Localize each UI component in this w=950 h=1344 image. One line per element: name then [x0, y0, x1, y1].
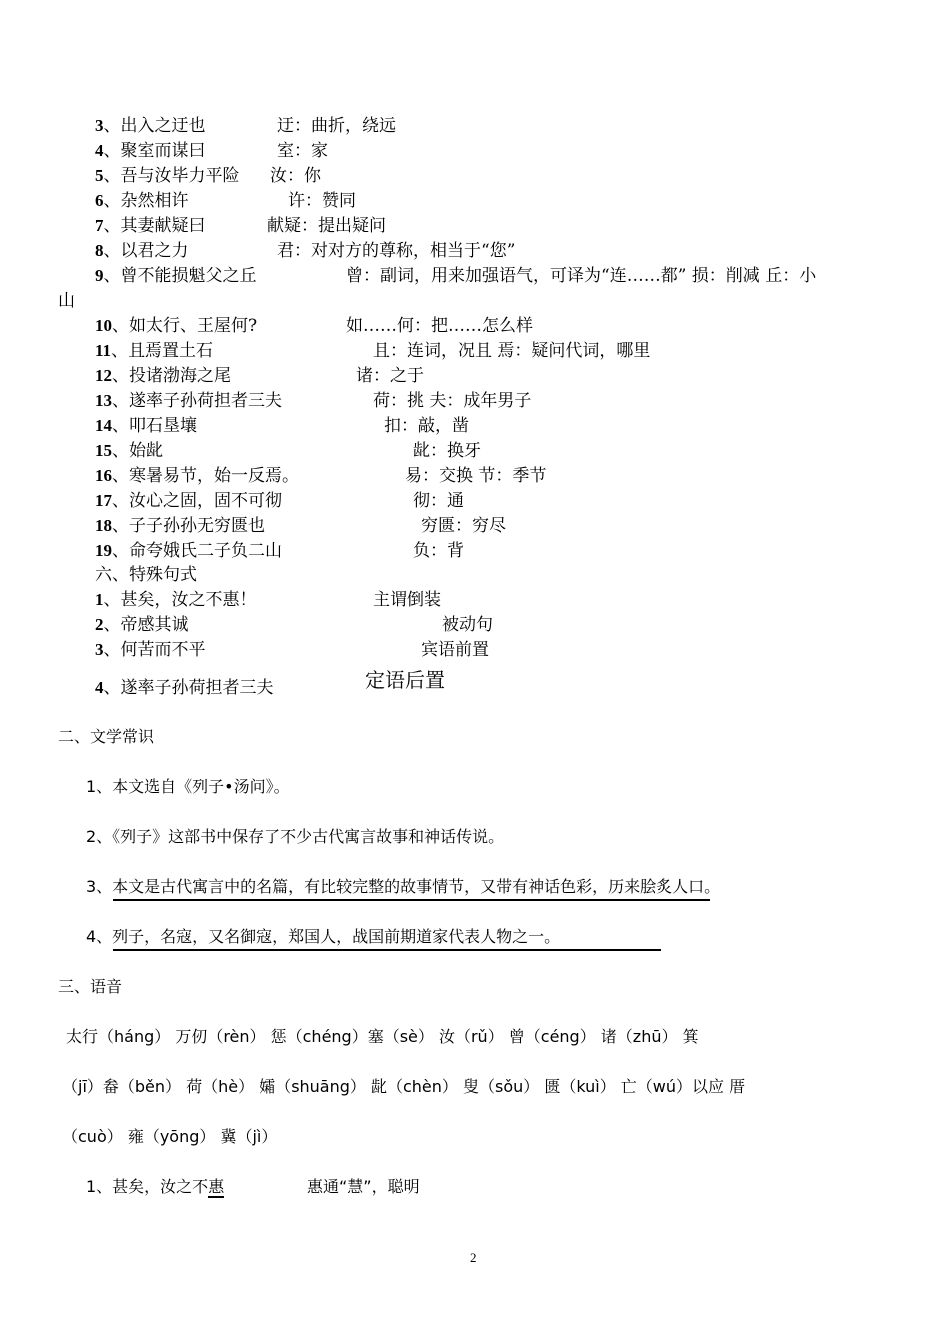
- vocab-term: 叩石垦壤: [129, 416, 197, 436]
- vocab-term: 汝心之固，固不可彻: [129, 491, 282, 511]
- special-term: 帝感其诚: [120, 615, 189, 635]
- separator: 、: [112, 516, 129, 536]
- special-item: [95, 639, 206, 661]
- vocab-item: [95, 115, 206, 137]
- special-item: [95, 589, 257, 611]
- special-number: 2: [95, 615, 104, 634]
- vocab-number: 16: [95, 466, 112, 485]
- special-number: 3: [95, 640, 104, 659]
- phon-heading: 三、语音: [58, 977, 123, 996]
- vocab-item: [95, 415, 197, 437]
- special-gloss: 宾语前置: [421, 640, 489, 660]
- vocab-item: [95, 265, 257, 287]
- separator: 、: [103, 116, 121, 136]
- vocab-number: 3: [95, 116, 104, 135]
- separator: 、: [103, 615, 121, 635]
- phon-line: （jī）畚（běn） 荷（hè） 孀（shuāng） 龀（chèn） 叟（sǒu） 匮（kuì） 亡（wú）以应 厝: [62, 1077, 746, 1096]
- separator: 、: [103, 266, 121, 286]
- separator: 、: [103, 216, 121, 236]
- vocab-gloss: 负：背: [413, 541, 464, 561]
- special-item: [95, 614, 189, 636]
- underline: [113, 899, 710, 901]
- vocab-item: [95, 365, 231, 387]
- separator: 、: [103, 590, 121, 610]
- separator: 、: [112, 316, 129, 336]
- vocab-term: 如太行、王屋何?: [129, 316, 258, 336]
- vocab-item: [95, 140, 206, 162]
- separator: 、: [112, 541, 129, 561]
- vocab-gloss: 荷：挑 夫：成年男子: [373, 391, 532, 411]
- vocab-term: 寒暑易节，始一反焉。: [129, 466, 299, 486]
- vocab-term: 命夸娥氏二子负二山: [129, 541, 282, 561]
- vocab-term: 出入之迂也: [120, 116, 206, 136]
- vocab-number: 17: [95, 491, 112, 510]
- vocab-term: 吾与汝毕力平险: [120, 166, 240, 186]
- vocab-item: [95, 540, 282, 562]
- vocab-gloss: 龀：换牙: [413, 441, 481, 461]
- vocab-number: 19: [95, 541, 112, 560]
- underline: [113, 949, 661, 951]
- vocab-term: 聚室而谋曰: [120, 141, 206, 161]
- vocab-number: 15: [95, 441, 112, 460]
- vocab-gloss: 穷匮：穷尽: [421, 516, 506, 536]
- separator: 、: [112, 366, 129, 386]
- vocab-gloss: 诸：之于: [356, 366, 424, 386]
- vocab-term: 曾不能损魁父之丘: [120, 266, 257, 286]
- phon-line: （cuò） 雍（yōng） 冀（jì）: [62, 1127, 278, 1146]
- separator: 、: [103, 678, 121, 698]
- vocab-item: [95, 440, 163, 462]
- vocab-gloss: 彻：通: [413, 491, 464, 511]
- lit-item: 4、列子，名寇，又名御寇，郑国人，战国前期道家代表人物之一。: [86, 927, 561, 946]
- special-number: 1: [95, 590, 104, 609]
- separator: 、: [112, 416, 129, 436]
- vocab-gloss: 且：连词，况且 焉：疑问代词，哪里: [373, 341, 651, 361]
- vocab-term: 以君之力: [120, 241, 189, 261]
- separator: 、: [112, 491, 129, 511]
- vocab-term: 遂率子孙荷担者三夫: [129, 391, 282, 411]
- special-number: 4: [95, 678, 104, 697]
- separator: 、: [103, 141, 121, 161]
- vocab-number: 4: [95, 141, 104, 160]
- vocab-item: [95, 165, 240, 187]
- vocab-number: 18: [95, 516, 112, 535]
- special-gloss: 被动句: [442, 615, 493, 635]
- separator: 、: [112, 391, 129, 411]
- vocab-gloss: 室：家: [277, 141, 328, 161]
- phon-line: 太行（háng） 万仞（rèn） 惩（chéng）塞（sè） 汝（rǔ） 曾（céng） 诸（zhū） 箕: [66, 1027, 699, 1046]
- vocab-term: 且焉置土石: [128, 341, 214, 361]
- special-gloss: 主谓倒装: [373, 590, 441, 610]
- special-heading: 六、特殊句式: [95, 565, 197, 585]
- vocab-gloss: 许：赞同: [288, 191, 356, 211]
- vocab-item: [95, 465, 299, 487]
- lit-heading: 二、文学常识: [58, 727, 155, 746]
- special-item: [95, 677, 274, 699]
- vocab-item: [95, 240, 189, 262]
- lit-item: 2、《列子》这部书中保存了不少古代寓言故事和神话传说。: [86, 827, 505, 846]
- vocab-item: [95, 215, 206, 237]
- vocab-item: [95, 315, 257, 337]
- vocab-term: 子子孙孙无穷匮也: [129, 516, 265, 536]
- vocab-gloss: 献疑：提出疑问: [267, 216, 386, 236]
- last-item: [86, 1176, 224, 1198]
- vocab-item: [95, 515, 265, 537]
- hui-char: 惠: [208, 1177, 225, 1196]
- vocab-number: 11: [95, 341, 112, 360]
- vocab-gloss: 迂：曲折，绕远: [277, 116, 396, 136]
- vocab-number: 9: [95, 266, 104, 285]
- vocab-number: 6: [95, 191, 104, 210]
- vocab-number: 7: [95, 216, 104, 235]
- lit-item: 3、本文是古代寓言中的名篇，有比较完整的故事情节，又带有神话色彩，历来脍炙人口。: [86, 877, 721, 896]
- vocab-gloss: 易：交换 节：季节: [405, 466, 547, 486]
- separator: 、: [103, 640, 121, 660]
- vocab-number: 13: [95, 391, 112, 410]
- separator: 、: [112, 441, 129, 461]
- vocab-item: [95, 190, 189, 212]
- vocab-term: 始龀: [129, 441, 163, 461]
- last-item-note: 惠通“慧”，聪明: [307, 1177, 420, 1196]
- vocab-number: 10: [95, 316, 112, 335]
- special-gloss: 定语后置: [365, 668, 445, 692]
- special-term: 何苦而不平: [120, 640, 206, 660]
- vocab-gloss: 汝：你: [270, 166, 321, 186]
- vocab-item: [95, 340, 213, 362]
- vocab-gloss-wrap: 山: [58, 291, 75, 311]
- separator: 、: [111, 341, 129, 361]
- vocab-gloss: 君：对对方的尊称，相当于“您”: [277, 241, 516, 261]
- special-term: 遂率子孙荷担者三夫: [120, 678, 274, 698]
- page-number: 2: [470, 1250, 477, 1265]
- vocab-gloss: 如……何：把……怎么样: [346, 316, 533, 336]
- separator: 、: [103, 241, 121, 261]
- vocab-term: 投诸渤海之尾: [129, 366, 231, 386]
- vocab-number: 12: [95, 366, 112, 385]
- vocab-gloss: 曾：副词，用来加强语气，可译为“连……都” 损：削减 丘：小: [346, 266, 817, 286]
- vocab-number: 8: [95, 241, 104, 260]
- vocab-number: 5: [95, 166, 104, 185]
- separator: 、: [103, 166, 121, 186]
- vocab-gloss: 扣：敲，凿: [384, 416, 469, 436]
- vocab-term: 杂然相许: [120, 191, 189, 211]
- separator: 、: [112, 466, 129, 486]
- vocab-item: [95, 390, 282, 412]
- separator: 、: [103, 191, 121, 211]
- vocab-number: 14: [95, 416, 112, 435]
- last-item-text: 1、甚矣，汝之不: [86, 1177, 209, 1196]
- special-term: 甚矣，汝之不惠！: [120, 590, 257, 610]
- vocab-item: [95, 490, 282, 512]
- vocab-term: 其妻献疑曰: [120, 216, 206, 236]
- lit-item: 1、本文选自《列子•汤问》。: [86, 777, 290, 796]
